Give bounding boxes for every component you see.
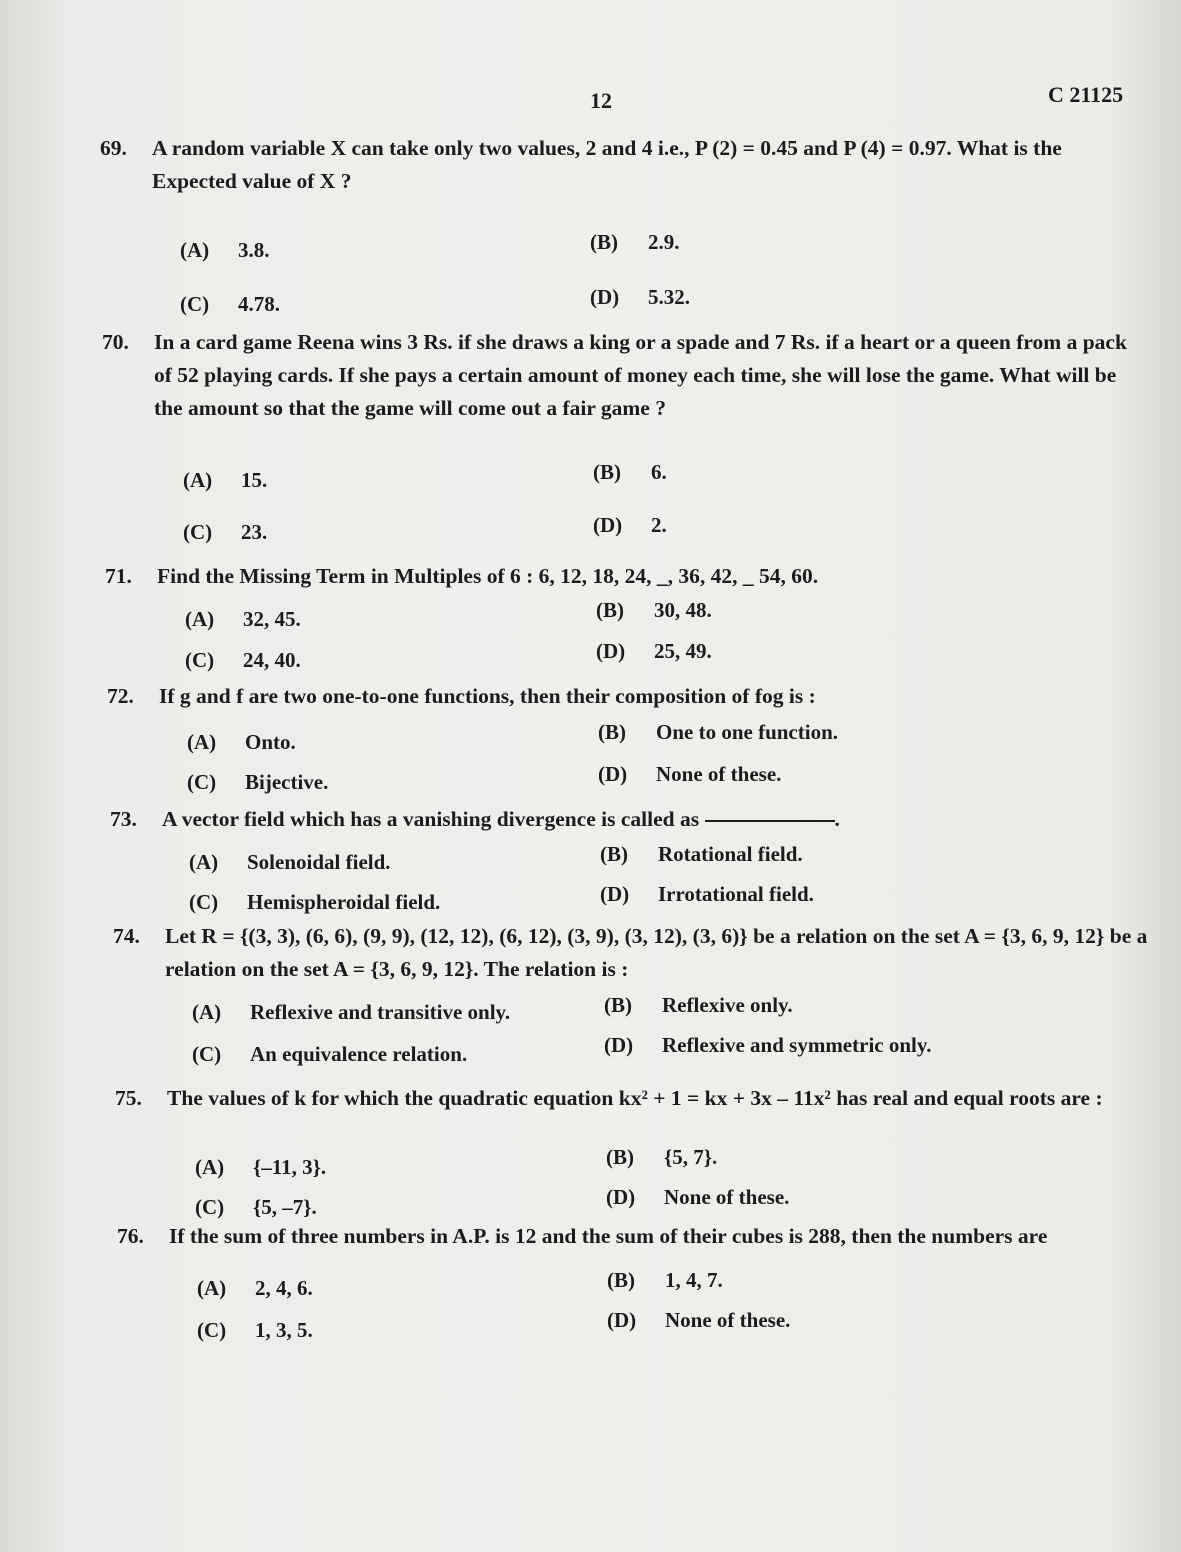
- page-number: 12: [590, 88, 612, 113]
- option-c: (C) 24, 40.: [185, 648, 301, 672]
- option-a: (A) Reflexive and transitive only.: [192, 1000, 511, 1024]
- option-b: (B) Reflexive only.: [604, 993, 793, 1017]
- question-text: A vector field which has a vanishing divergence is called as: [162, 807, 700, 831]
- question-number: 73.: [110, 807, 137, 831]
- option-b: (B) 6.: [593, 460, 667, 484]
- question-number: 70.: [102, 330, 129, 354]
- question-number: 74.: [113, 924, 140, 948]
- question-text: If the sum of three numbers in A.P. is 12 and the sum of their cubes is 288, then the numbers are: [169, 1224, 1048, 1248]
- question-text: Let R = {(3, 3), (6, 6), (9, 9), (12, 12), (6, 12), (3, 9), (3, 12), (3, 6)} be a relation on the set A = {3, 6, 9, 12} be a relation on the set A = {3, 6, 9, 12}. The relation is :: [165, 924, 1148, 981]
- option-b: (B) 1, 4, 7.: [607, 1268, 723, 1292]
- option-d: (D) None of these.: [606, 1185, 790, 1209]
- option-d: (D) None of these.: [607, 1308, 791, 1332]
- option-b: (B) {5, 7}.: [606, 1145, 718, 1169]
- option-c: (C) 23.: [183, 520, 268, 544]
- question-72: [107, 680, 1149, 713]
- option-c: (C) An equivalence relation.: [192, 1042, 468, 1066]
- option-c: (C) 4.78.: [180, 292, 280, 316]
- question-text: A random variable X can take only two values, 2 and 4 i.e., P (2) = 0.45 and P (4) = 0.97. What is the Expected value of X ?: [152, 136, 1062, 193]
- question-text: The values of k for which the quadratic equation kx² + 1 = kx + 3x – 11x² has real and equal roots are :: [167, 1086, 1103, 1110]
- option-b: (B) Rotational field.: [600, 842, 803, 866]
- question-75: [115, 1082, 1157, 1115]
- option-a: (A) Onto.: [187, 730, 296, 754]
- option-c: (C) {5, –7}.: [195, 1195, 317, 1219]
- question-76: [117, 1220, 1159, 1253]
- question-number: 76.: [117, 1224, 144, 1248]
- option-d: (D) 25, 49.: [596, 639, 712, 663]
- question-69: [100, 132, 1142, 198]
- paper-code: C 21125: [1048, 82, 1124, 107]
- question-text-wrap: A vector field which has a vanishing divergence is called as .: [162, 807, 840, 831]
- option-b: (B) One to one function.: [598, 720, 839, 744]
- question-73: [110, 803, 1152, 836]
- answer-blank: [705, 820, 835, 822]
- question-74: [113, 920, 1155, 986]
- option-c: (C) 1, 3, 5.: [197, 1318, 313, 1342]
- question-text: If g and f are two one-to-one functions, then their composition of fog is :: [159, 684, 816, 708]
- option-c: (C) Bijective.: [187, 770, 329, 794]
- page-header: [0, 82, 1181, 122]
- option-a: (A) 15.: [183, 468, 268, 492]
- option-d: (D) Irrotational field.: [600, 882, 814, 906]
- question-70: [102, 326, 1144, 425]
- question-number: 72.: [107, 684, 134, 708]
- question-number: 71.: [105, 564, 132, 588]
- question-number: 69.: [100, 136, 127, 160]
- option-d: (D) 2.: [593, 513, 667, 537]
- option-d: (D) None of these.: [598, 762, 782, 786]
- option-b: (B) 2.9.: [590, 230, 680, 254]
- option-a: (A) 3.8.: [180, 238, 270, 262]
- question-text: Find the Missing Term in Multiples of 6 : 6, 12, 18, 24, _, 36, 42, _ 54, 60.: [157, 564, 819, 588]
- option-c: (C) Hemispheroidal field.: [189, 890, 441, 914]
- question-71: [105, 560, 1147, 593]
- option-a: (A) {–11, 3}.: [195, 1155, 327, 1179]
- question-number: 75.: [115, 1086, 142, 1110]
- question-text: In a card game Reena wins 3 Rs. if she draws a king or a spade and 7 Rs. if a heart or a queen from a pack of 52 playing cards. If she pays a certain amount of money each time, she will lose the game. What will be the amount so that the game will come out a fair game ?: [154, 330, 1127, 420]
- option-a: (A) Solenoidal field.: [189, 850, 391, 874]
- option-d: (D) 5.32.: [590, 285, 690, 309]
- option-a: (A) 32, 45.: [185, 607, 301, 631]
- option-a: (A) 2, 4, 6.: [197, 1276, 313, 1300]
- option-d: (D) Reflexive and symmetric only.: [604, 1033, 932, 1057]
- option-b: (B) 30, 48.: [596, 598, 712, 622]
